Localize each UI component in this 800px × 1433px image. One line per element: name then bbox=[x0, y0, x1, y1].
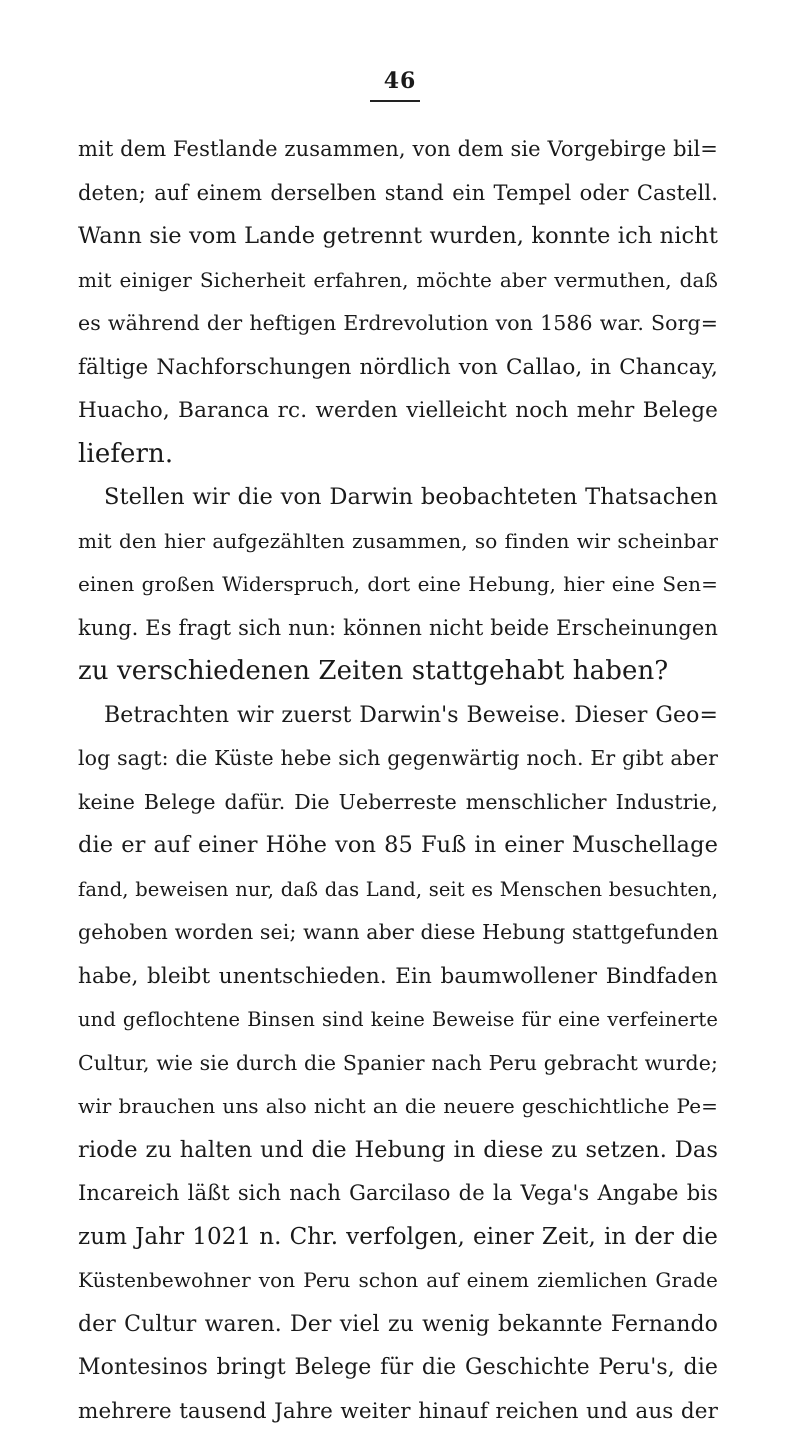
text-line: mehrere tausend Jahre weiter hinauf reichen und aus der bbox=[78, 1390, 718, 1433]
text-line: fältige Nachforschungen nördlich von Callao, in Chancay, bbox=[78, 346, 718, 390]
text-line: gehoben worden sei; wann aber diese Hebung stattgefunden bbox=[78, 911, 718, 955]
text-line: einen großen Widerspruch, dort eine Hebung, hier eine Sen= bbox=[78, 563, 718, 607]
text-line: Huacho, Baranca rc. werden vielleicht noch mehr Belege bbox=[78, 389, 718, 433]
text-line: fand, beweisen nur, daß das Land, seit es Menschen besuchten, bbox=[78, 868, 718, 912]
text-line: keine Belege dafür. Die Ueberreste menschlicher Industrie, bbox=[78, 781, 718, 825]
text-line: es während der heftigen Erdrevolution von 1586 war. Sorg= bbox=[78, 302, 718, 346]
text-line: wir brauchen uns also nicht an die neuere geschichtliche Pe= bbox=[78, 1085, 718, 1129]
text-line: Betrachten wir zuerst Darwin's Beweise. Dieser Geo= bbox=[78, 694, 718, 738]
text-line: Wann sie vom Lande getrennt wurden, konnte ich nicht bbox=[78, 215, 718, 259]
text-line: Montesinos bringt Belege für die Geschichte Peru's, die bbox=[78, 1346, 718, 1390]
text-line: Stellen wir die von Darwin beobachteten Thatsachen bbox=[78, 476, 718, 520]
text-line: der Cultur waren. Der viel zu wenig bekannte Fernando bbox=[78, 1303, 718, 1347]
body-text bbox=[78, 128, 718, 1433]
text-line: deten; auf einem derselben stand ein Tempel oder Castell. bbox=[78, 172, 718, 216]
text-line: riode zu halten und die Hebung in diese zu setzen. Das bbox=[78, 1129, 718, 1173]
text-line: zum Jahr 1021 n. Chr. verfolgen, einer Zeit, in der die bbox=[78, 1216, 718, 1260]
text-line: log sagt: die Küste hebe sich gegenwärtig noch. Er gibt aber bbox=[78, 737, 718, 781]
text-line: Küstenbewohner von Peru schon auf einem ziemlichen Grade bbox=[78, 1259, 718, 1303]
text-line: mit einiger Sicherheit erfahren, möchte aber vermuthen, daß bbox=[78, 259, 718, 303]
text-line: kung. Es fragt sich nun: können nicht beide Erscheinungen bbox=[78, 607, 718, 651]
page-number-underline bbox=[370, 100, 420, 102]
text-line: mit den hier aufgezählten zusammen, so finden wir scheinbar bbox=[78, 520, 718, 564]
text-line: mit dem Festlande zusammen, von dem sie Vorgebirge bil= bbox=[78, 128, 718, 172]
text-line: habe, bleibt unentschieden. Ein baumwollener Bindfaden bbox=[78, 955, 718, 999]
text-line: und geflochtene Binsen sind keine Beweise für eine verfeinerte bbox=[78, 998, 718, 1042]
text-line: die er auf einer Höhe von 85 Fuß in einer Muschellage bbox=[78, 824, 718, 868]
text-line: Incareich läßt sich nach Garcilaso de la Vega's Angabe bis bbox=[78, 1172, 718, 1216]
page-number: 46 bbox=[0, 68, 800, 94]
text-line: Cultur, wie sie durch die Spanier nach Peru gebracht wurde; bbox=[78, 1042, 718, 1086]
text-line: liefern. bbox=[78, 433, 718, 477]
text-line: zu verschiedenen Zeiten stattgehabt haben? bbox=[78, 650, 718, 694]
